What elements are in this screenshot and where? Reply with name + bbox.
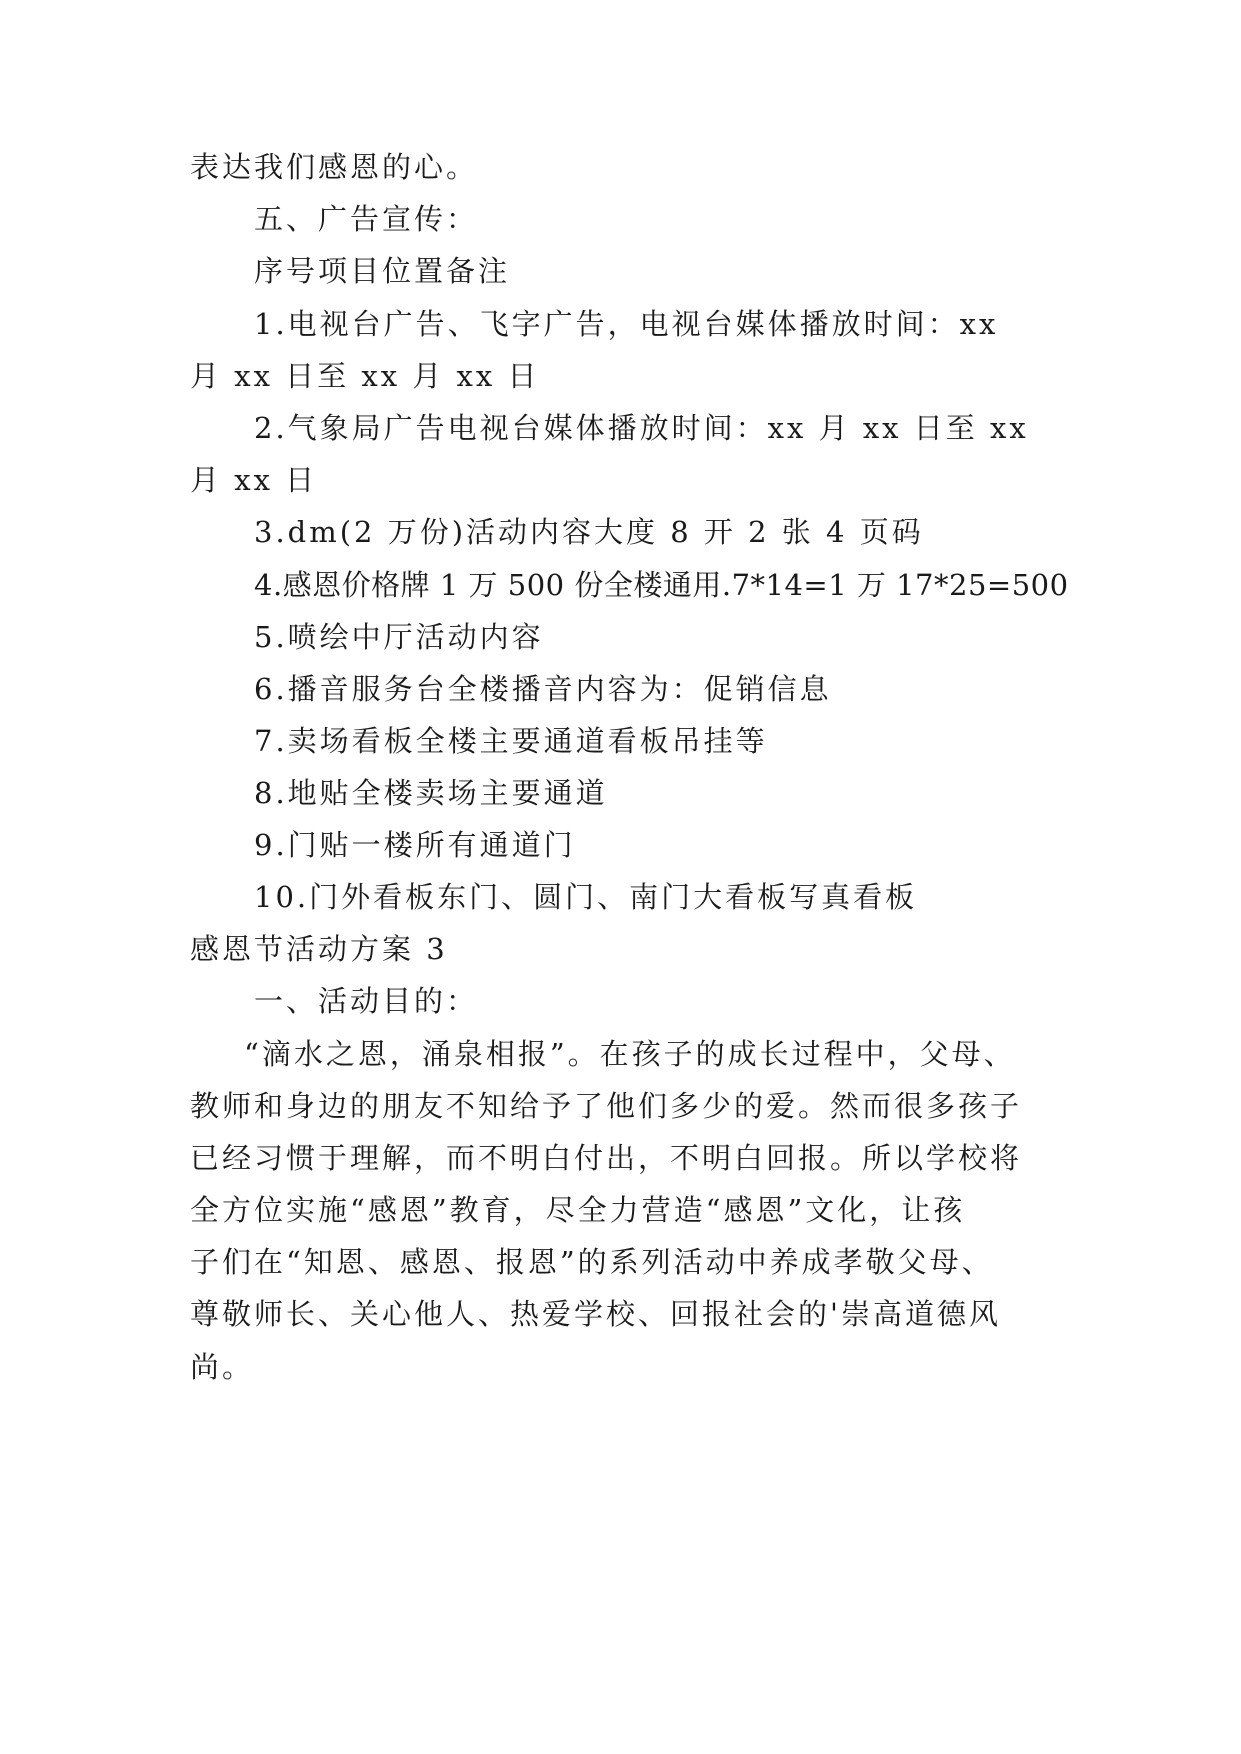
list-item: 5.喷绘中厅活动内容 <box>254 620 544 654</box>
list-item: 6.播音服务台全楼播音内容为：促销信息 <box>254 672 832 706</box>
paragraph-line: 教师和身边的朋友不知给予了他们多少的爱。然而很多孩子 <box>190 1089 1023 1123</box>
list-item-continuation: 月 xx 日至 xx 月 xx 日 <box>190 359 540 393</box>
section-heading: 五、广告宣传： <box>254 202 479 236</box>
paragraph-line: “滴水之恩，涌泉相报”。在孩子的成长过程中，父母、 <box>244 1037 1016 1071</box>
list-item: 2.气象局广告电视台媒体播放时间：xx 月 xx 日至 xx <box>254 411 1029 445</box>
paragraph-line: 尊敬师长、关心他人、热爱学校、回报社会的'崇高道德风 <box>190 1297 1001 1331</box>
paragraph-line: 全方位实施“感恩”教育，尽全力营造“感恩”文化，让孩 <box>190 1193 966 1227</box>
list-item: 3.dm(2 万份)活动内容大度 8 开 2 张 4 页码 <box>254 515 924 549</box>
list-item: 9.门贴一楼所有通道门 <box>254 828 576 862</box>
paragraph-line: 表达我们感恩的心。 <box>190 150 479 184</box>
list-item: 7.卖场看板全楼主要通道看板吊挂等 <box>254 724 768 758</box>
document-subtitle: 感恩节活动方案 3 <box>190 932 448 966</box>
table-header-line: 序号项目位置备注 <box>254 254 511 288</box>
section-heading: 一、活动目的： <box>254 984 479 1018</box>
list-item: 1.电视台广告、飞字广告，电视台媒体播放时间：xx <box>254 307 999 341</box>
list-item-continuation: 月 xx 日 <box>190 463 318 497</box>
list-item: 10.门外看板东门、圆门、南门大看板写真看板 <box>254 880 918 914</box>
list-item: 4.感恩价格牌 1 万 500 份全楼通用.7*14=1 万 17*25=500 <box>254 568 1069 602</box>
paragraph-line: 子们在“知恩、感恩、报恩”的系列活动中养成孝敬父母、 <box>190 1245 994 1279</box>
paragraph-line: 尚。 <box>190 1350 255 1384</box>
paragraph-line: 已经习惯于理解，而不明白付出，不明白回报。所以学校将 <box>190 1141 1023 1175</box>
list-item: 8.地贴全楼卖场主要通道 <box>254 776 608 810</box>
